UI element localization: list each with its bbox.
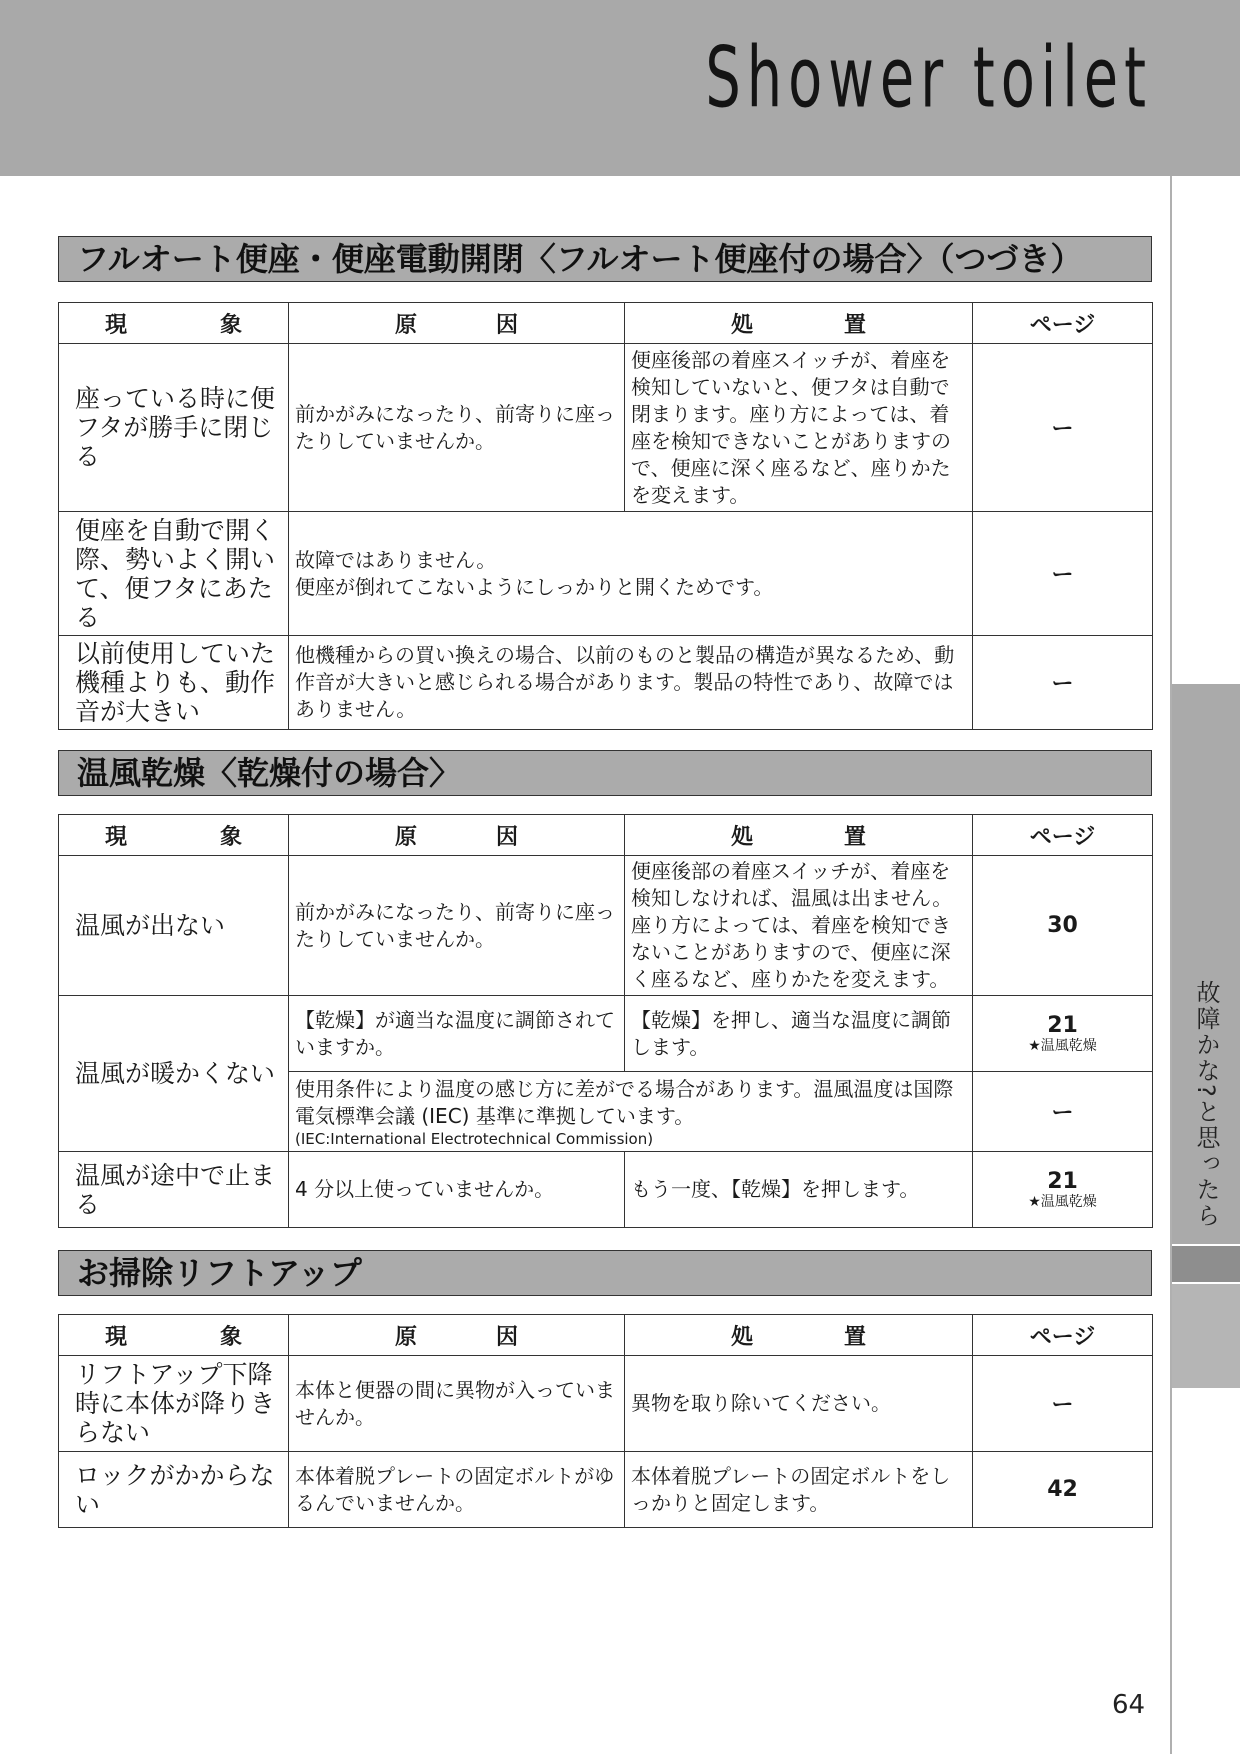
table-full-auto-seat bbox=[58, 302, 1153, 730]
page-cell: ー bbox=[973, 1072, 1153, 1152]
table-row bbox=[59, 512, 1153, 636]
treatment-cell: 便座後部の着座スイッチが、着座を検知していないと、便フタは自動で閉まります。座り方によっては、着座を検知できないことがありますので、便座に深く座るなど、座りかたを変えます。 bbox=[625, 344, 973, 512]
table-header-row bbox=[59, 815, 1153, 856]
iec-note: (IEC:International Electrotechnical Commission) bbox=[295, 1129, 654, 1148]
header-phenomenon: 現 象 bbox=[59, 1315, 289, 1356]
table-row bbox=[59, 344, 1153, 512]
brand-logo: Shower toilet bbox=[705, 28, 1152, 127]
phenomenon-cell: 以前使用していた機種よりも、動作音が大きい bbox=[59, 636, 289, 730]
section-title-cleaning-lift-up: お掃除リフトアップ bbox=[58, 1250, 1152, 1296]
header-cause: 原 因 bbox=[289, 1315, 625, 1356]
table-row bbox=[59, 1356, 1153, 1452]
treatment-cell: 【乾燥】を押し、適当な温度に調節します。 bbox=[625, 996, 973, 1072]
page-cell: 30 bbox=[973, 856, 1153, 996]
phenomenon-cell: リフトアップ下降時に本体が降りきらない bbox=[59, 1356, 289, 1452]
header-phenomenon: 現 象 bbox=[59, 303, 289, 344]
cause-cell: 4 分以上使っていませんか。 bbox=[289, 1152, 625, 1228]
table-header-row bbox=[59, 303, 1153, 344]
cause-cell: 使用条件により温度の感じ方に差がでる場合があります。温風温度は国際電気標準会議 (IEC) 基準に準拠しています。 (IEC:International Electrotechnical Commission) bbox=[289, 1072, 973, 1152]
cause-cell: 本体と便器の間に異物が入っていませんか。 bbox=[289, 1356, 625, 1452]
treatment-cell: もう一度、【乾燥】を押します。 bbox=[625, 1152, 973, 1228]
header-phenomenon: 現 象 bbox=[59, 815, 289, 856]
phenomenon-cell: 座っている時に便フタが勝手に閉じる bbox=[59, 344, 289, 512]
page-cell: 21 ★温風乾燥 bbox=[973, 996, 1153, 1072]
table-row bbox=[59, 856, 1153, 996]
cause-cell: 故障ではありません。 便座が倒れてこないようにしっかりと開くためです。 bbox=[289, 512, 973, 636]
header-page: ページ bbox=[973, 303, 1153, 344]
page-note: ★温風乾燥 bbox=[1028, 1194, 1097, 1210]
header-cause: 原 因 bbox=[289, 303, 625, 344]
header-page: ページ bbox=[973, 1315, 1153, 1356]
page-number: 64 bbox=[1112, 1690, 1146, 1720]
header-treatment: 処 置 bbox=[625, 815, 973, 856]
page-cell: ー bbox=[973, 1356, 1153, 1452]
cause-cell: 【乾燥】が適当な温度に調節されていますか。 bbox=[289, 996, 625, 1072]
header-treatment: 処 置 bbox=[625, 1315, 973, 1356]
table-row bbox=[59, 1152, 1153, 1228]
page-cell: 42 bbox=[973, 1452, 1153, 1528]
page-header-band bbox=[0, 0, 1240, 176]
page-cell: ー bbox=[973, 636, 1153, 730]
phenomenon-cell: 便座を自動で開く際、勢いよく開いて、便フタにあたる bbox=[59, 512, 289, 636]
treatment-cell: 便座後部の着座スイッチが、着座を検知しなければ、温風は出ません。座り方によっては、着座を検知できないことがありますので、便座に深く座るなど、座りかたを変えます。 bbox=[625, 856, 973, 996]
table-row bbox=[59, 636, 1153, 730]
page-cell: ー bbox=[973, 512, 1153, 636]
header-treatment: 処 置 bbox=[625, 303, 973, 344]
side-index-tab-marker bbox=[1172, 1246, 1240, 1282]
cause-cell: 前かがみになったり、前寄りに座ったりしていませんか。 bbox=[289, 856, 625, 996]
section-title-full-auto-seat: フルオート便座・便座電動開閉〈フルオート便座付の場合〉（つづき） bbox=[58, 236, 1152, 282]
section-title-warm-air-drying: 温風乾燥〈乾燥付の場合〉 bbox=[58, 750, 1152, 796]
header-page: ページ bbox=[973, 815, 1153, 856]
treatment-cell: 異物を取り除いてください。 bbox=[625, 1356, 973, 1452]
header-cause: 原 因 bbox=[289, 815, 625, 856]
cause-cell: 前かがみになったり、前寄りに座ったりしていませんか。 bbox=[289, 344, 625, 512]
phenomenon-cell: 温風が出ない bbox=[59, 856, 289, 996]
treatment-cell: 本体着脱プレートの固定ボルトをしっかりと固定します。 bbox=[625, 1452, 973, 1528]
page-note: ★温風乾燥 bbox=[1028, 1038, 1097, 1054]
table-row bbox=[59, 1452, 1153, 1528]
table-cleaning-lift-up bbox=[58, 1314, 1153, 1528]
side-index-label: 故障かな?と思ったら bbox=[1192, 980, 1220, 1229]
cause-cell: 本体着脱プレートの固定ボルトがゆるんでいませんか。 bbox=[289, 1452, 625, 1528]
cause-cell: 他機種からの買い換えの場合、以前のものと製品の構造が異なるため、動作音が大きいと感じられる場合があります。製品の特性であり、故障ではありません。 bbox=[289, 636, 973, 730]
table-warm-air-drying bbox=[58, 814, 1153, 1228]
page-cell: 21 ★温風乾燥 bbox=[973, 1152, 1153, 1228]
side-index-tab-lower bbox=[1172, 1284, 1240, 1388]
phenomenon-cell: ロックがかからない bbox=[59, 1452, 289, 1528]
table-header-row bbox=[59, 1315, 1153, 1356]
phenomenon-cell: 温風が途中で止まる bbox=[59, 1152, 289, 1228]
phenomenon-cell: 温風が暖かくない bbox=[59, 996, 289, 1152]
page-cell: ー bbox=[973, 344, 1153, 512]
table-row bbox=[59, 996, 1153, 1072]
